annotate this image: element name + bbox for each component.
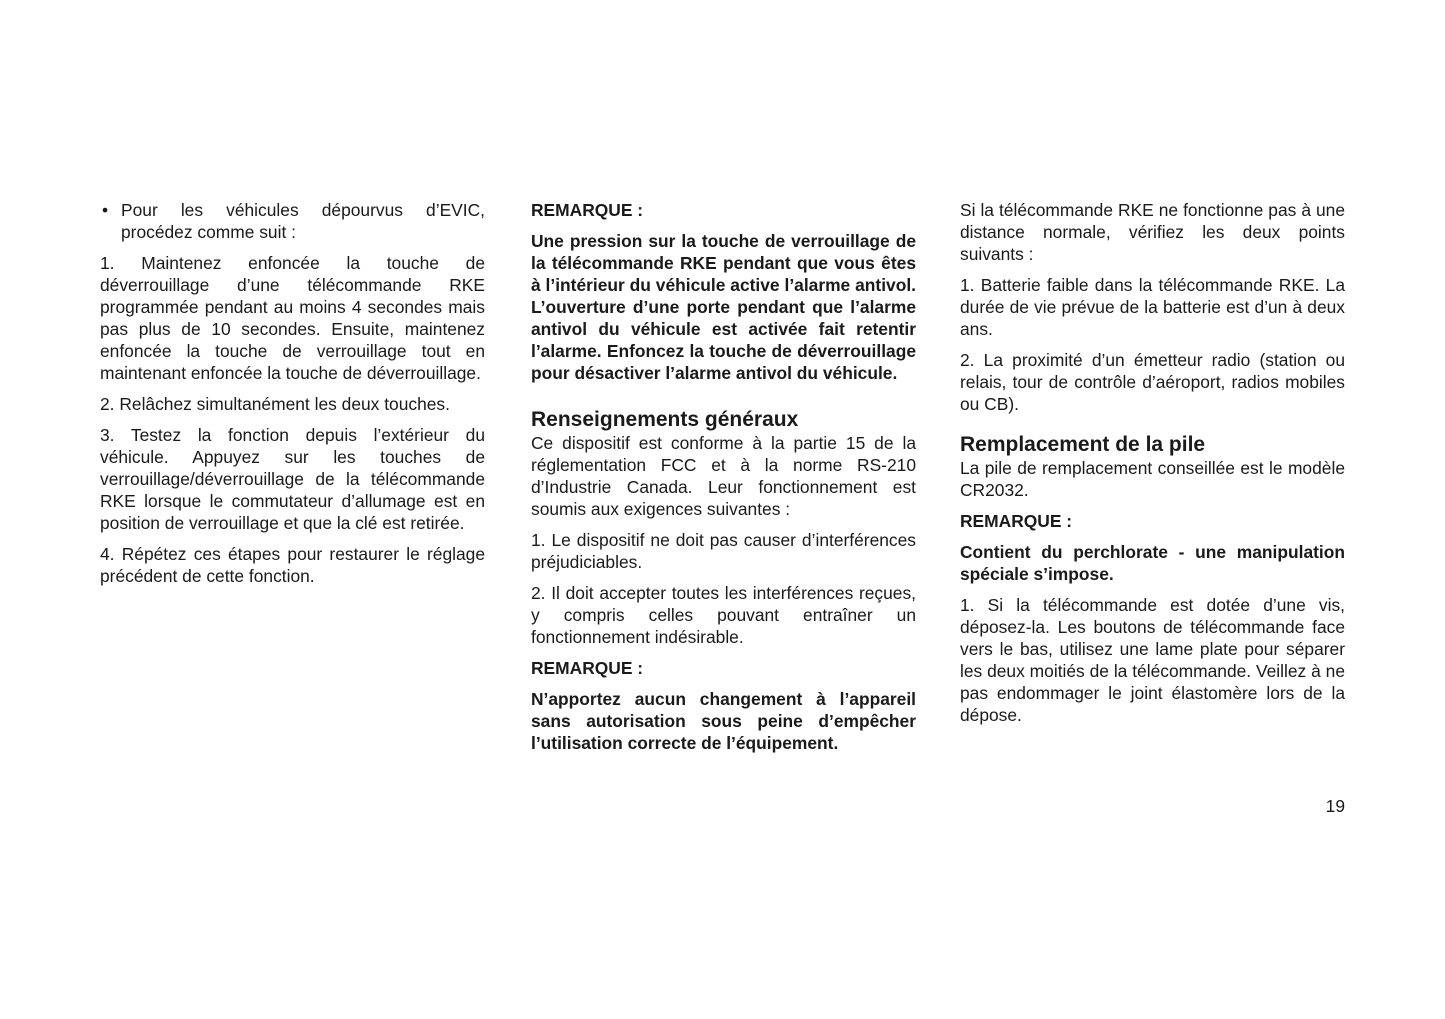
step-4: 4. Répétez ces étapes pour restaurer le réglage précédent de cette fonction. (100, 544, 485, 586)
step-1: 1. Si la télécommande est dotée d’une vis, déposez-la. Les boutons de télécommande face vers le bas, utilisez une lame plate pour séparer les deux moitiés de la télécommande. Veillez à ne pas endommager le joint élastomère lors de la dépose. (960, 595, 1345, 725)
remark-label: REMARQUE : (531, 658, 644, 678)
check-point-1: 1. Batterie faible dans la télécommande RKE. La durée de vie prévue de la batterie est d’un à deux ans. (960, 275, 1345, 339)
check-point-2: 2. La proximité d’un émetteur radio (station ou relais, tour de contrôle d’aéroport, radios mobiles ou CB). (960, 350, 1345, 414)
remark-text: Une pression sur la touche de verrouillage de la télécommande RKE pendant que vous êtes à l’intérieur du véhicule active l’alarme antivol. L’ouverture d’une porte pendant que l’alarme antivol du véhicule est activée fait retentir l’alarme. Enfoncez la touche de déverrouillage pour désactiver l’alarme antivol du véhicule. (531, 231, 916, 383)
step-3: 3. Testez la fonction depuis l’extérieur du véhicule. Appuyez sur les touches de verrouillage/déverrouillage de la télécommande RKE lorsque le commutateur d’allumage est en position de verrouillage et que la clé est retirée. (100, 425, 485, 533)
bullet-item (100, 199, 485, 243)
remark-text: Contient du perchlorate - une manipulation spéciale s’impose. (960, 542, 1345, 584)
battery-text: La pile de remplacement conseillée est le modèle CR2032. (960, 458, 1345, 500)
section-title: Renseignements généraux (531, 408, 799, 431)
section-title: Remplacement de la pile (960, 433, 1206, 456)
remark-text: N’apportez aucun changement à l’appareil sans autorisation sous peine d’empêcher l’utilisation correcte de l’équipement. (531, 689, 916, 753)
intro-text: Si la télécommande RKE ne fonctionne pas à une distance normale, vérifiez les deux points suivants : (960, 200, 1345, 264)
step-1: 1. Maintenez enfoncée la touche de déverrouillage d’une télécommande RKE programmée pendant au moins 4 secondes mais pas plus de 10 secondes. Ensuite, maintenez enfoncée la touche de verrouillage tout en maintenant enfoncée la touche de déverrouillage. (100, 253, 485, 383)
intro-text: Ce dispositif est conforme à la partie 15 de la réglementation FCC et à la norme RS-210 d’Industrie Canada. Leur fonctionnement est soumis aux exigences suivantes : (531, 433, 916, 519)
column-2 (531, 199, 916, 763)
column-1 (100, 199, 485, 596)
remark-label: REMARQUE : (960, 511, 1073, 531)
bullet-icon: • (102, 200, 109, 220)
bullet-text: Pour les véhicules dépourvus d’EVIC, procédez comme suit : (121, 200, 485, 242)
remark-label: REMARQUE : (531, 200, 644, 220)
column-3 (960, 199, 1345, 735)
requirement-2: 2. Il doit accepter toutes les interférences reçues, y compris celles pouvant entraîner un fonctionnement indésirable. (531, 583, 916, 647)
step-2: 2. Relâchez simultanément les deux touches. (100, 394, 450, 414)
page-number: 19 (1325, 796, 1345, 816)
requirement-1: 1. Le dispositif ne doit pas causer d’interférences préjudiciables. (531, 530, 916, 572)
